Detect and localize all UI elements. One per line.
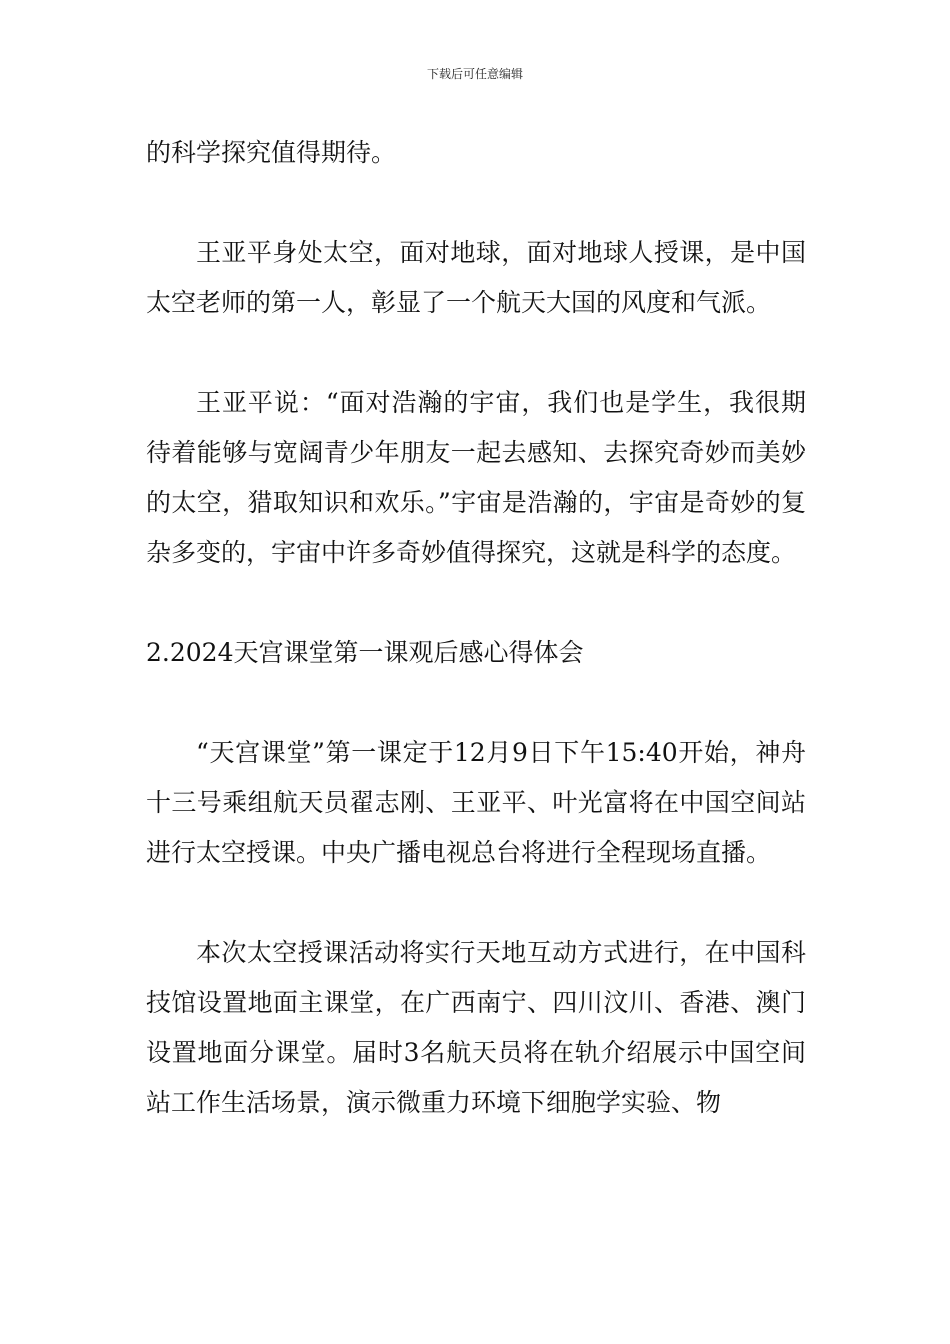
paragraph-tiangong-class-schedule: “天宫课堂”第一课定于12月9日下午15:40开始，神舟十三号乘组航天员翟志刚、王亚平、叶光富将在中国空间站进行太空授课。中央广播电视总台将进行全程现场直播。 bbox=[146, 738, 806, 867]
paragraph-wang-yaping-quote: 王亚平说：“面对浩瀚的宇宙，我们也是学生，我很期待着能够与宽阔青少年朋友一起去感知、去探究奇妙而美妙的太空，猎取知识和欢乐。”宇宙是浩瀚的，宇宙是奇妙的复杂多变的，宇宙中许多奇妙值得探究，这就是科学的态度。 bbox=[146, 388, 806, 567]
paragraph-ground-classrooms: 本次太空授课活动将实行天地互动方式进行，在中国科技馆设置地面主课堂，在广西南宁、四川汶川、香港、澳门设置地面分课堂。届时3名航天员将在轨介绍展示中国空间站工作生活场景，演示微重力环境下细胞学实验、物 bbox=[146, 938, 806, 1117]
page-header: 下载后可任意编辑 bbox=[426, 67, 523, 81]
paragraph-wang-yaping-teaching: 王亚平身处太空，面对地球，面对地球人授课，是中国太空老师的第一人，彰显了一个航天大国的风度和气派。 bbox=[146, 238, 806, 317]
document-body bbox=[146, 128, 806, 1128]
paragraph-continuation: 的科学探究值得期待。 bbox=[146, 138, 397, 167]
section-heading: 2.2024天宫课堂第一课观后感心得体会 bbox=[146, 638, 584, 667]
